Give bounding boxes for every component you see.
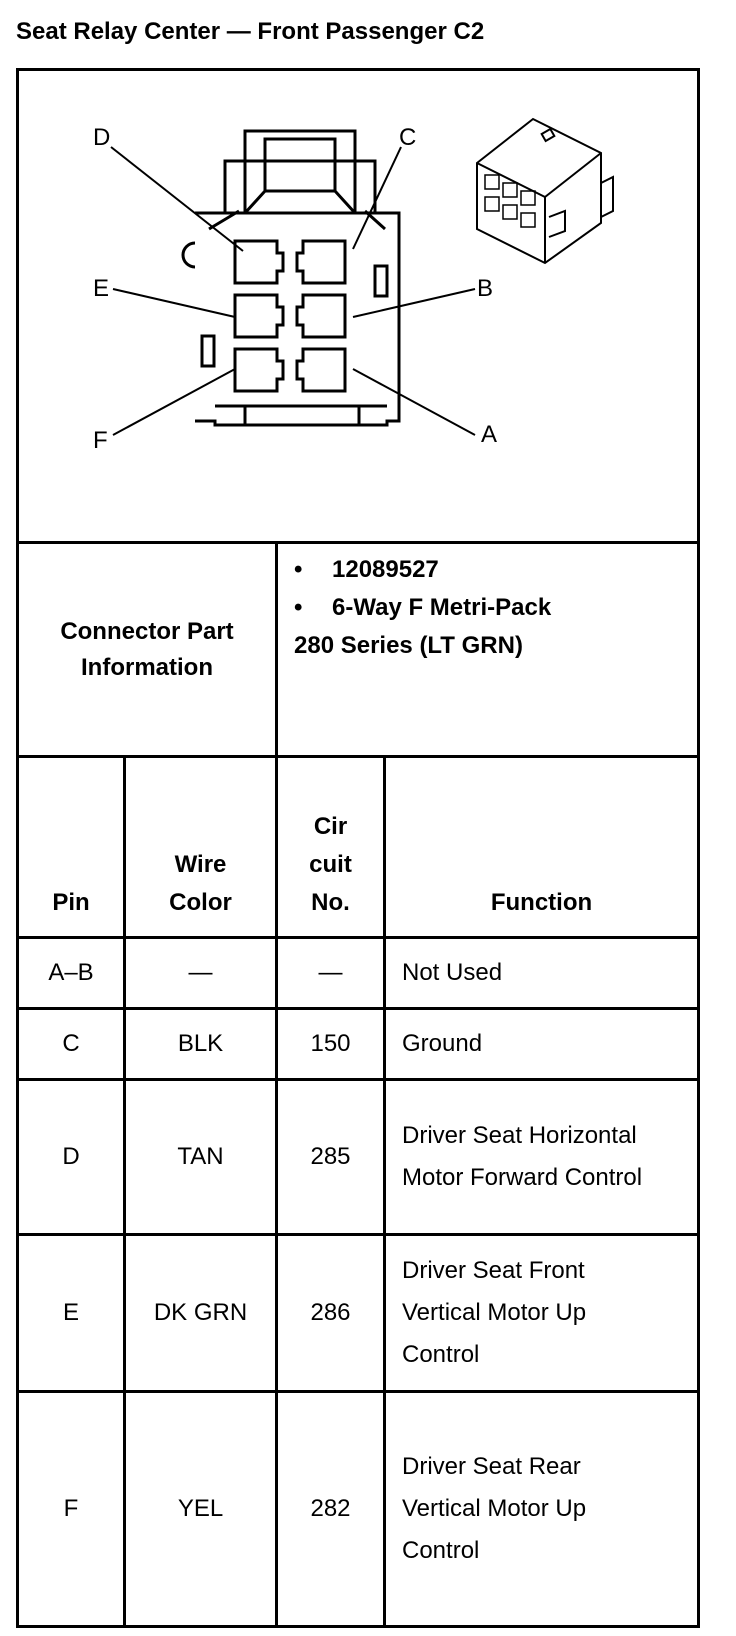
cell-circuit-no: 150 [310, 1030, 351, 1057]
info-continuation: 280 Series (LT GRN) [294, 632, 523, 659]
cell-pin: F [63, 1495, 79, 1522]
cell-circuit-no: 285 [310, 1143, 351, 1170]
info-bullet: • 12089527 [294, 556, 439, 583]
page-title: Seat Relay Center — Front Passenger C2 [16, 18, 485, 45]
cell-pin: C [62, 1030, 80, 1057]
cell-function: Driver Seat Horizontal Motor Forward Control [402, 1122, 643, 1191]
header-pin: Pin [52, 889, 90, 916]
cell-pin: E [62, 1299, 79, 1326]
cell-wire-color: YEL [177, 1495, 224, 1522]
cell-wire-color: BLK [177, 1030, 224, 1057]
connector-table [16, 68, 700, 1628]
cell-function: Driver Seat Front Vertical Motor Up Control [402, 1257, 587, 1368]
pin-label-c: C [399, 124, 417, 151]
cell-wire-color: — [188, 959, 213, 986]
pin-label-e: E [93, 275, 110, 302]
connector-info-value [278, 551, 678, 665]
cavity-d [235, 241, 283, 283]
cell-function: Not Used [402, 959, 503, 986]
pin-label-b: B [477, 275, 494, 302]
cell-circuit-no: 286 [310, 1299, 351, 1326]
connector-info-label: Connector Part Information [60, 617, 234, 681]
cell-function: Ground [402, 1030, 483, 1057]
cavity-c [297, 241, 345, 283]
pin-label-d: D [93, 124, 111, 151]
pin-label-a: A [481, 421, 498, 448]
cell-wire-color: TAN [177, 1143, 224, 1170]
header-circuit-no: Cir cuit No. [309, 813, 352, 916]
cell-wire-color: DK GRN [153, 1299, 248, 1326]
cell-pin: A–B [48, 959, 94, 986]
pin-label-f: F [93, 427, 108, 454]
cell-circuit-no: — [318, 959, 343, 986]
header-function: Function [490, 889, 593, 916]
cell-pin: D [62, 1143, 80, 1170]
connector-face-drawing [19, 71, 697, 551]
header-wire-color: Wire Color [169, 851, 232, 916]
info-bullet: • 6-Way F Metri-Pack [294, 594, 552, 621]
cell-function: Driver Seat Rear Vertical Motor Up Control [402, 1453, 587, 1564]
cell-circuit-no: 282 [310, 1495, 351, 1522]
connector-diagram [19, 71, 697, 551]
